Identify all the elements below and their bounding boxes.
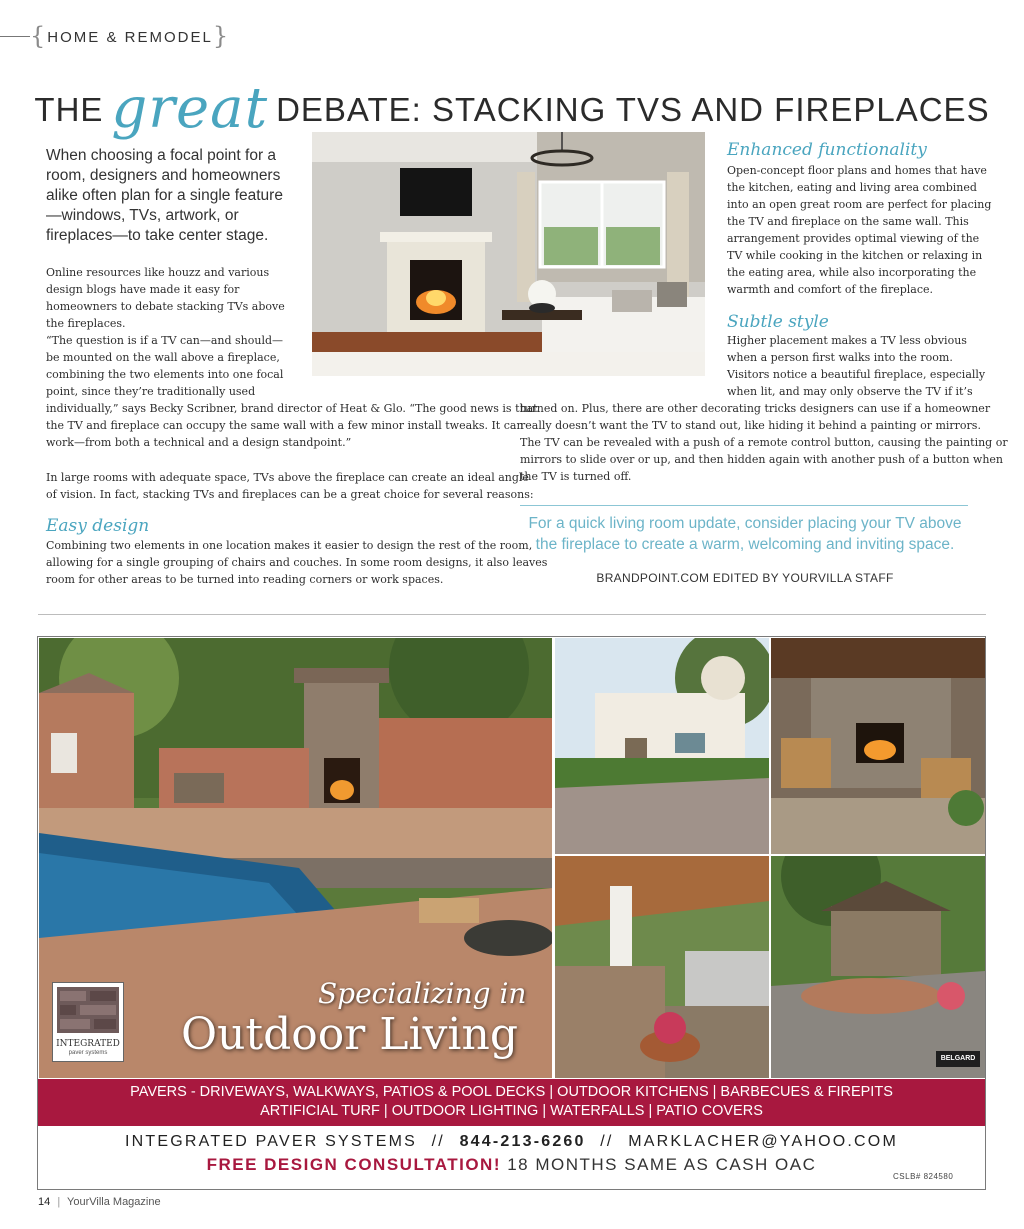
text-line: TV while cooking in the kitchen or relaxing in xyxy=(727,249,983,262)
text-line: of vision. In fact, stacking TVs and fireplaces can be a great choice for several reasons: xyxy=(46,488,534,501)
easy-design-text xyxy=(46,537,547,588)
text-line: Open-concept floor plans and homes that have xyxy=(727,164,987,177)
subtle-style-text-b xyxy=(520,400,1008,485)
text-line: combining the two elements into one focal xyxy=(46,368,284,381)
living-room-illustration xyxy=(312,132,705,376)
phone-number: 844-213-6260 xyxy=(459,1133,586,1150)
enhanced-functionality-text xyxy=(727,162,991,298)
covered-patio-illustration xyxy=(771,638,985,854)
text-line: turned on. Plus, there are other decorating tricks designers can use if a homeowner xyxy=(520,402,991,415)
ad-offer-line xyxy=(38,1155,985,1175)
text-line: into an open great room are perfect for placing xyxy=(727,198,992,211)
subtle-style-heading: Subtle style xyxy=(727,312,829,332)
page-footer xyxy=(38,1196,161,1208)
separator: // xyxy=(431,1133,445,1150)
section-label xyxy=(30,22,230,50)
text-line: individually,” says Becky Scribner, brand director of Heat & Glo. “The good news is that xyxy=(46,402,538,415)
belgard-badge: BELGARD xyxy=(936,1051,980,1067)
left-brace-icon: { xyxy=(30,22,48,50)
magazine-name: YourVilla Magazine xyxy=(67,1196,161,1208)
ad-services-banner xyxy=(38,1079,985,1126)
article-headline xyxy=(0,70,1024,141)
text-line: point, since they’re traditionally used xyxy=(46,385,256,398)
offer-details: 18 MONTHS SAME AS CASH OAC xyxy=(507,1155,817,1174)
section-rule xyxy=(0,36,30,37)
text-line: Visitors notice a beautiful fireplace, especially xyxy=(727,368,986,381)
company-name: INTEGRATED PAVER SYSTEMS xyxy=(125,1133,417,1150)
garden-walkway-photo xyxy=(771,856,985,1078)
easy-design-heading: Easy design xyxy=(46,516,150,536)
ad-tagline-main: Outdoor Living xyxy=(181,1009,518,1060)
text-line: warmth and comfort of the fireplace. xyxy=(727,283,934,296)
text-line: The TV can be revealed with a push of a remote control button, causing the painting or xyxy=(520,436,1008,449)
covered-patio-photo xyxy=(771,638,985,854)
headline-part2: DEBATE: STACKING TVS AND FIREPLACES xyxy=(276,91,990,128)
headline-part1: THE xyxy=(34,91,104,128)
ad-contact-line xyxy=(38,1133,985,1151)
paragraph-3 xyxy=(46,469,534,503)
pull-quote: For a quick living room update, consider placing your TV above the fireplace to create a warm, welcoming and inviting space. xyxy=(528,515,962,553)
enhanced-functionality-heading: Enhanced functionality xyxy=(727,140,927,160)
villa-driveway-photo xyxy=(555,638,769,854)
text-line: room for other areas to be turned into reading corners or work spaces. xyxy=(46,573,444,586)
email-address: MARKLACHER@YAHOO.COM xyxy=(628,1133,898,1150)
logo-subtext: paver systems xyxy=(68,1050,108,1056)
logo-text: INTEGRATED xyxy=(56,1039,120,1049)
text-line: allowing for a single grouping of chairs and couches. In some room designs, it also leaves xyxy=(46,556,548,569)
text-line: the TV is turned off. xyxy=(520,470,632,483)
footer-separator: | xyxy=(57,1196,61,1208)
right-brace-icon: } xyxy=(212,22,231,50)
subtle-style-text-a xyxy=(727,332,985,400)
services-line-2: ARTIFICIAL TURF | OUTDOOR LIGHTING | WATERFALLS | PATIO COVERS xyxy=(260,1103,763,1119)
text-line: when lit, and may only observe the TV if it’s xyxy=(727,385,973,398)
outdoor-kitchen-photo xyxy=(555,856,769,1078)
ad-tagline-top: Specializing in xyxy=(318,977,527,1010)
garden-walkway-illustration xyxy=(771,856,985,1078)
text-line: “The question is if a TV can—and should— xyxy=(46,334,284,347)
text-line: Combining two elements in one location makes it easier to design the rest of the room, xyxy=(46,539,533,552)
text-line: arrangement provides optimal viewing of the xyxy=(727,232,980,245)
text-line: In large rooms with adequate space, TVs above the fireplace can create an ideal angle xyxy=(46,471,529,484)
text-line: the TV and fireplace can occupy the same wall with a few minor install tweaks. It can xyxy=(46,419,524,432)
paragraph-1: Online resources like houzz and various design blogs have made it easy for homeowners to debate stacking TVs above the fireplaces. xyxy=(46,266,285,330)
article-lead: When choosing a focal point for a room, designers and homeowners alike often plan for a single feature—windows, TVs, artwork, or fireplaces—to take center stage. xyxy=(46,147,283,244)
section-label-text: HOME & REMODEL xyxy=(47,29,213,46)
text-line: when a person first walks into the room. xyxy=(727,351,953,364)
text-line: the kitchen, eating and living area combined xyxy=(727,181,977,194)
separator: // xyxy=(600,1133,614,1150)
text-line: work—from both a technical and a design standpoint.” xyxy=(46,436,352,449)
page-number: 14 xyxy=(38,1196,51,1208)
integrated-logo xyxy=(52,982,124,1062)
logo-bricks-icon xyxy=(57,987,119,1033)
text-line: really doesn’t want the TV to stand out, like hiding it behind a painting or mirrors. xyxy=(520,419,981,432)
pull-quote-rule xyxy=(520,505,968,506)
text-line: the TV and fireplace on the same wall. This xyxy=(727,215,969,228)
text-line: Higher placement makes a TV less obvious xyxy=(727,334,967,347)
outdoor-kitchen-illustration xyxy=(555,856,769,1078)
text-line: be mounted on the wall above a fireplace, xyxy=(46,351,280,364)
villa-illustration xyxy=(555,638,769,854)
living-room-photo xyxy=(312,132,705,376)
license-number: CSLB# 824580 xyxy=(893,1172,954,1181)
services-line-1: PAVERS - DRIVEWAYS, WALKWAYS, PATIOS & POOL DECKS | OUTDOOR KITCHENS | BARBECUES & FIREPITS xyxy=(130,1084,893,1100)
article-credit: BRANDPOINT.COM EDITED BY YOURVILLA STAFF xyxy=(596,571,894,585)
offer-headline: FREE DESIGN CONSULTATION! xyxy=(206,1155,501,1174)
headline-accent: great xyxy=(111,76,269,141)
text-line: the eating area, while also incorporating the xyxy=(727,266,977,279)
section-divider xyxy=(38,614,986,615)
text-line: mirrors to slide over or up, and then hidden again with another push of a button when xyxy=(520,453,1003,466)
